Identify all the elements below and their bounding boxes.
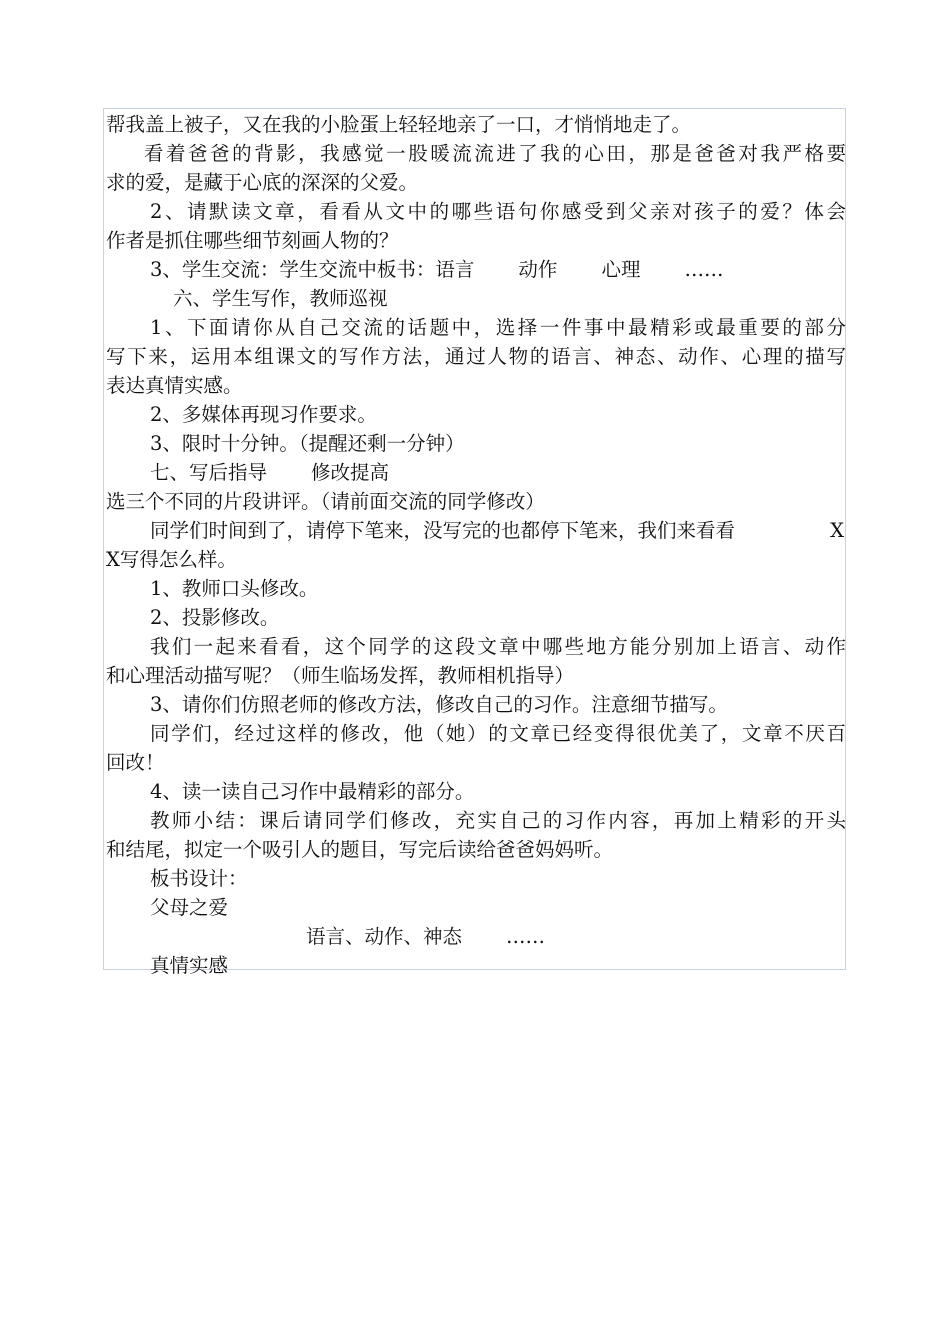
- text-line: 同学们，经过这样的修改，他（她）的文章已经变得很优美了，文章不厌百: [150, 722, 846, 745]
- text-segment: 七、写后指导: [150, 461, 268, 484]
- text-line: 2、请默读文章，看看从文中的哪些语句你感受到父亲对孩子的爱？体会: [150, 200, 846, 223]
- text-line: 4、读一读自己习作中最精彩的部分。: [150, 780, 475, 803]
- text-segment: 动作: [518, 258, 558, 281]
- text-line: 看着爸爸的背影，我感觉一股暖流流进了我的心田，那是爸爸对我严格要: [144, 142, 846, 165]
- text-segment: 修改提高: [311, 461, 390, 484]
- text-line: 1、下面请你从自己交流的话题中，选择一件事中最精彩或最重要的部分: [150, 316, 846, 339]
- text-line: 写下来，运用本组课文的写作方法，通过人物的语言、神态、动作、心理的描写: [106, 345, 846, 368]
- text-line: 教师小结：课后请同学们修改，充实自己的习作内容，再加上精彩的开头: [150, 809, 846, 832]
- text-line: X写得怎么样。: [106, 548, 237, 571]
- text-line: 选三个不同的片段讲评。（请前面交流的同学修改）: [106, 490, 545, 513]
- text-line: 板书设计：: [150, 867, 248, 890]
- text-line: 表达真情实感。: [106, 374, 243, 397]
- text-line: 3、限时十分钟。（提醒还剩一分钟）: [150, 432, 465, 455]
- section-heading: [150, 458, 846, 487]
- text-segment: 同学们时间到了，请停下笔来，没写完的也都停下笔来，我们来看看: [150, 519, 736, 542]
- board-title: 父母之爱: [150, 896, 229, 919]
- text-segment: X: [830, 519, 844, 542]
- text-segment: ……: [684, 258, 724, 281]
- section-heading: 六、学生写作，教师巡视: [173, 287, 388, 310]
- text-line: 我们一起来看看，这个同学的这段文章中哪些地方能分别加上语言、动作: [150, 635, 846, 658]
- text-line: 2、多媒体再现习作要求。: [150, 403, 377, 426]
- text-line: 1、教师口头修改。: [150, 577, 319, 600]
- text-segment: 3、学生交流：学生交流中板书：语言: [150, 258, 475, 281]
- text-line: 和结尾，拟定一个吸引人的题目，写完后读给爸爸妈妈听。: [106, 838, 614, 861]
- text-line: 2、投影修改。: [150, 606, 280, 629]
- text-segment: ……: [506, 925, 546, 948]
- text-line: [150, 255, 846, 284]
- text-line: 回改！: [106, 751, 165, 774]
- board-line: 真情实感: [150, 954, 229, 977]
- text-segment: 语言、动作、神态: [306, 925, 463, 948]
- text-line: 帮我盖上被子，又在我的小脸蛋上轻轻地亲了一口，才悄悄地走了。: [106, 113, 692, 136]
- text-line: 作者是抓住哪些细节刻画人物的？: [106, 229, 399, 252]
- text-line: 求的爱，是藏于心底的深深的父爱。: [106, 171, 419, 194]
- board-line: [306, 922, 846, 951]
- text-segment: 心理: [601, 258, 641, 281]
- text-line: 和心理活动描写呢？（师生临场发挥，教师相机指导）: [106, 664, 575, 687]
- text-line: [150, 516, 846, 545]
- text-line: 3、请你们仿照老师的修改方法，修改自己的习作。注意细节描写。: [150, 693, 728, 716]
